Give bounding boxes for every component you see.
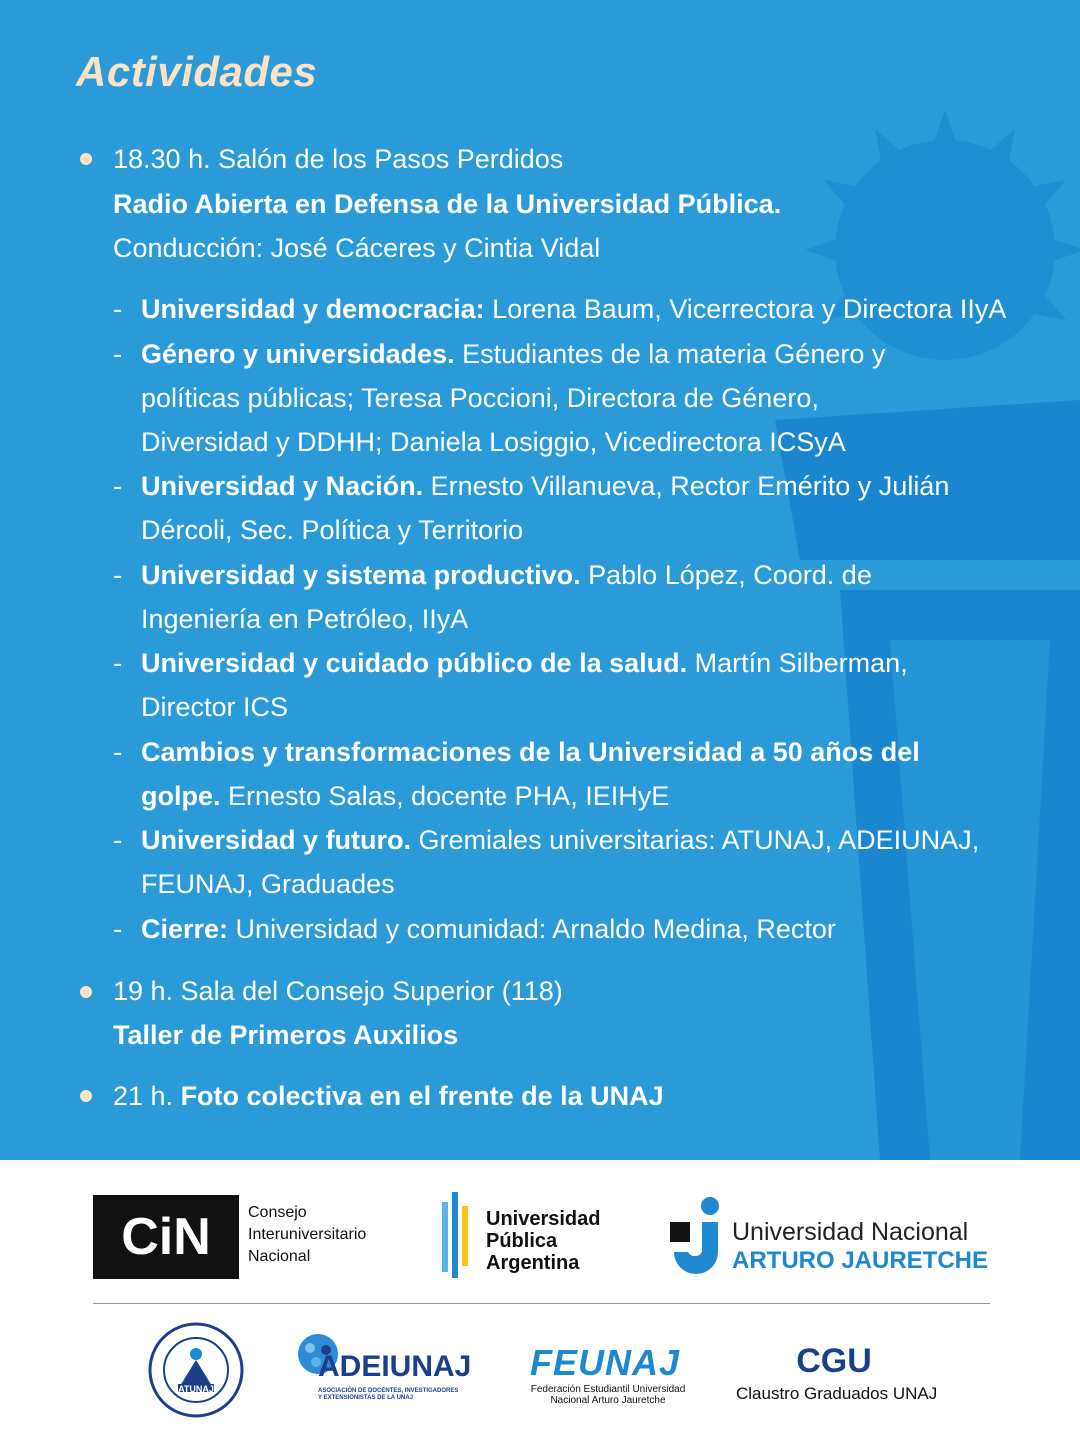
event3: 21 h. Foto colectiva en el frente de la UNAJ xyxy=(113,1081,664,1111)
logos-footer xyxy=(0,1160,1080,1440)
feunaj-sub: Federación Estudiantil Universidad Nacional Arturo Jauretche xyxy=(530,1384,686,1406)
list-item-cont: Diversidad y DDHH; Daniela Losiggio, Vicedirectora ICSyA xyxy=(141,427,846,457)
dash-marker: - xyxy=(113,471,122,501)
list-item-cont: Director ICS xyxy=(141,692,289,722)
list-item: Cambios y transformaciones de la Universidad a 50 años del xyxy=(141,737,920,767)
dash-marker: - xyxy=(113,560,122,590)
atunaj-logo-icon xyxy=(148,1322,244,1418)
dash-marker: - xyxy=(113,339,122,369)
dash-marker: - xyxy=(113,294,122,324)
cgu-mark: CGU xyxy=(796,1342,872,1380)
unaj-logo-icon xyxy=(668,1196,726,1278)
dash-marker: - xyxy=(113,648,122,678)
dash-marker: - xyxy=(113,825,122,855)
list-item: Universidad y futuro. Gremiales universitarias: ATUNAJ, ADEIUNAJ, xyxy=(141,825,980,855)
divider xyxy=(93,1303,990,1304)
upa-logo-icon xyxy=(432,1192,476,1278)
cgu-sub: Claustro Graduados UNAJ xyxy=(736,1384,938,1403)
list-item-cont: Dércoli, Sec. Política y Territorio xyxy=(141,515,524,545)
dash-marker: - xyxy=(113,914,122,944)
event2-time-place: 19 h. Sala del Consejo Superior (118) xyxy=(113,976,563,1006)
list-item: Universidad y cuidado público de la salud. Martín Silberman, xyxy=(141,648,908,678)
list-item-cont: Ingeniería en Petróleo, IIyA xyxy=(141,604,469,634)
adeiunaj-mark: ADEIUNAJ xyxy=(318,1350,472,1383)
bullet-icon xyxy=(80,986,92,998)
atunaj-label: ATUNAJ xyxy=(178,1384,214,1394)
list-item-cont: FEUNAJ, Graduades xyxy=(141,869,395,899)
bullet-icon xyxy=(80,153,92,165)
page-title: Actividades xyxy=(76,48,318,95)
list-item: Universidad y Nación. Ernesto Villanueva, Rector Emérito y Julián xyxy=(141,471,950,501)
event1-name: Radio Abierta en Defensa de la Universidad Pública. xyxy=(113,189,782,219)
list-item: Cierre: Universidad y comunidad: Arnaldo Medina, Rector xyxy=(141,914,836,944)
dash-marker: - xyxy=(113,737,122,767)
event2-name: Taller de Primeros Auxilios xyxy=(113,1020,459,1050)
list-item: Universidad y sistema productivo. Pablo López, Coord. de xyxy=(141,560,872,590)
bullet-icon xyxy=(80,1090,92,1102)
event1-host: Conducción: José Cáceres y Cintia Vidal xyxy=(113,233,601,263)
adeiunaj-sub: ASOCIACIÓN DE DOCENTES, INVESTIGADORES Y EXTENSIONISTAS DE LA UNAJ xyxy=(318,1388,459,1401)
list-item: Género y universidades. Estudiantes de la materia Género y xyxy=(141,339,886,369)
feunaj-mark: FEUNAJ xyxy=(530,1342,681,1383)
list-item: Universidad y democracia: Lorena Baum, Vicerrectora y Directora IIyA xyxy=(141,294,1007,324)
list-item-cont: políticas públicas; Teresa Poccioni, Directora de Género, xyxy=(141,383,819,413)
list-item-cont: golpe. Ernesto Salas, docente PHA, IEIHyE xyxy=(141,781,670,811)
upa-logo-text: Universidad Pública Argentina xyxy=(486,1208,601,1274)
cin-logo: CiN xyxy=(93,1195,239,1279)
event1-time-place: 18.30 h. Salón de los Pasos Perdidos xyxy=(113,144,564,174)
cin-logo-text: Consejo Interuniversitario Nacional xyxy=(248,1204,367,1265)
unaj-logo-text: Universidad Nacional ARTURO JAURETCHE xyxy=(732,1218,989,1274)
